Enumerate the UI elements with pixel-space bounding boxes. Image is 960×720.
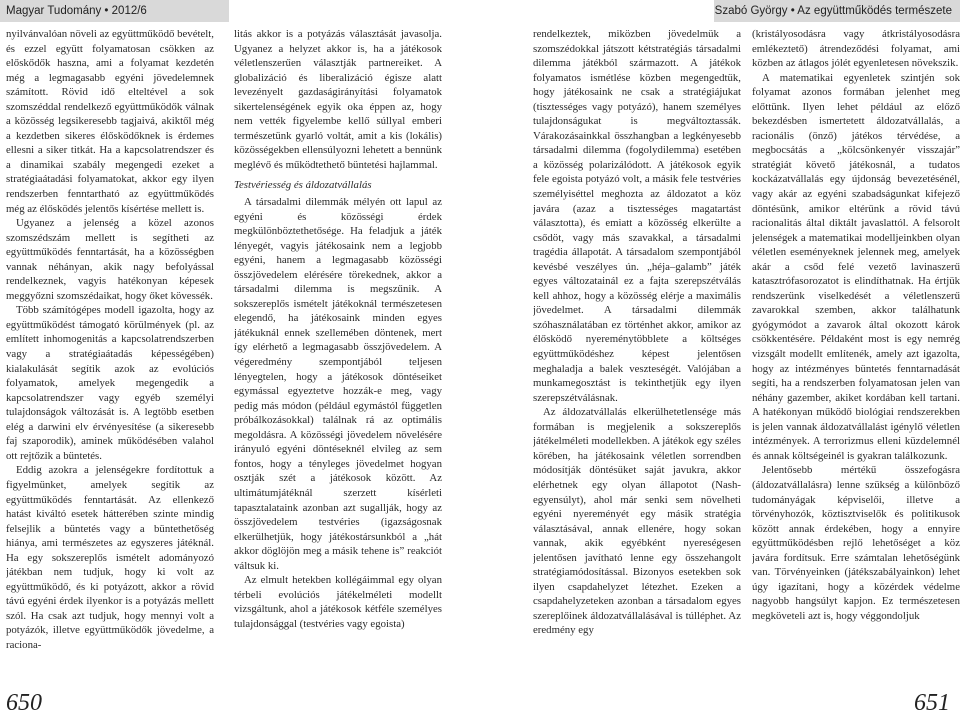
paragraph: Eddig azokra a jelenségekre fordítottuk a figyelmünket, amelyek segítik az együttműködés fenntartását. Az ellenkező hatást kiváltó esetek hátterében szinte mindig felsejlik a büntetés vagy a büntethetőség hiánya, ami természetes az egyszeres játéknál. Ha egy sokszereplős ismételt adományozó játékban nem tudjuk, hogy ki volt az együttműködő, és ki potyázott, akkor a rövid távú egyéni érdek ilyenkor is a potyázás mellett szól. Ha csak azt tudjuk, hogy mennyi volt a potyázók, illetve együttműködők jövedelme, a raciona- (6, 464, 214, 651)
left-column-2 (234, 27, 442, 682)
left-column-1 (6, 27, 214, 682)
right-page (480, 0, 960, 720)
paragraph: litás akkor is a potyázás választását javasolja. Ugyanez a helyzet akkor is, ha a játékosok véletlenszerűen választják partnereiket. A globalizáció és liberalizáció égisze alatt levezényelt gazdaságirányítási folyamatok sikertelenségének egyik oka éppen az, hogy nem vették figyelembe kellő súllyal emberi természetünk gyarló voltát, amit a kis (lokális) közösségekben ellensúlyozni lehetett a bennünk meglévő és működtethető büntetési hajlammal. (234, 28, 442, 171)
running-head-right: Szabó György • Az együttműködés természete (714, 0, 960, 22)
right-column-1 (533, 27, 741, 682)
paragraph: Több számítógépes modell igazolta, hogy az együttműködést támogató körülmények (pl. az említett inhomogenitás a kapcsolatrendszerben vagy a stratégiaátadás képességében) kialakulását segítik azok az evolúciós folyamatok, amelyek megengedik a kapcsolatrendszer vagy egyéb személyi tulajdonságok változását is. A legtöbb esetben elég a darwini elv érvényesítése (a sikeresebb faj szaporodik), aminek működésében valahol ott rejtőzik a büntetés. (6, 304, 214, 462)
section-heading: Testvériesség és áldozatvállalás (234, 179, 372, 192)
paragraph: A társadalmi dilemmák mélyén ott lapul az egyéni és közösségi érdek megkülönböztethetősége. Ha feladjuk a játék lényegét, vagyis játékosaink nem a legjobb egyéni, hanem a legmagasabb közösségi összjövedelem elérésére törekednek, akkor a társadalmi dilemma is megszűnik. A sokszereplős ismételt játékoknál természetesen elegendő, ha játékosaink minden egyes játékuknál ennek szellemében döntenek, mert így elérhető a legmagasabb összjövedelem. A végeredmény szempontjából teljesen lényegtelen, hogy a játékosok döntéseiket egymással egyeztetve hozzák-e meg, vagy pedig más módon (például egymástól független próbálkozásokkal) találnak rá az optimális megoldásra. A közösségi jövedelem növelésére irányuló egyéni döntéseknél elvileg az sem fontos, hogy a tényleges jövedelmet hogyan osztják szét a játékosok között. Az ultimátumjátéknál szerzett kísérleti tapasztalataink azonban azt sugallják, hogy az összjövedelem testvéries (igazságosnak elkerülhetjük, hogy játékostársunkból a „hát akkor döglöjön meg a másik tehene is” reakciót váltsuk ki. (234, 196, 442, 572)
paragraph: (kristályosodásra vagy átkristályosodásra emlékeztető) átrendeződési folyamat, ami közben az átlagos jólét egyenletesen növekszik. (752, 28, 960, 70)
paragraph: Ugyanez a jelenség a közel azonos szomszédszám mellett is segítheti az együttműködés fenntartását, ha a közösségben vannak néhányan, akik nagy befolyással rendelkeznek, vagyis hatékonyan képesek meggyőzni szomszédaikat, hogy őket kövessék. (6, 217, 214, 302)
right-column-2 (752, 27, 960, 682)
paragraph: Az elmult hetekben kollégáimmal egy olyan térbeli evolúciós játékelméleti modellt vizsgáltunk, ahol a játékosok kétféle személyes tulajdonsággal (testvéries vagy egoista) (234, 574, 442, 630)
page-number-left: 650 (6, 690, 42, 716)
page-number-right: 651 (914, 690, 950, 716)
running-head-left: Magyar Tudomány • 2012/6 (0, 0, 229, 22)
paragraph: A matematikai egyenletek szintjén sok folyamat azonos formában jelenhet meg előttünk. Ilyen lehet például az előző bekezdésben ismertetett áldozatvállalás, a racionális (önző) játékos térvédése, a megbocsátás a „kölcsönkenyér visszajár” stratégiát követő játékosnál, a tudatos kockázatvállalás egy újdonság bevezetésénél, vagy akár az egyéni szabadságunkat kifejező döntésünk, amikor eltérünk a rövid távú racionalitás által diktált javaslattól. A felsorolt jelenségek a matematikai modelljeinkben olyan véletlen eseményeknek jelennek meg, amelyek akár a csőd felé vezető lavinaszerű katasztrófasorozatot is elindíthatnak. Ha értjük rendszerünk viselkedését a véletlenszerű zavarokkal szemben, akkor találhatunk gyógymódot a zavarok által okozott károk csökkentésére. Példaként most is egy nemrég vizsgált modellt említenék, amely azt igazolta, hogy az intézményes büntetés fenntarnadását segíti, ha a rendszerben folyamatosan jelen van néhány gazember, akiket kordában kell tartani. A hatékonyan működő biológiai rendszerekben is jelen vannak áldozatvállalást igénylő véletlen intézmények. A terrorizmus elleni küzdelemnél és annak költségeinél is gyakran találkozunk. (752, 71, 960, 462)
paragraph: rendelkeztek, miközben jövedelmük a szomszédokkal játszott kétstratégiás társadalmi dilemma játékból származott. A játékok folyamatos ismétlése közben megengedtük, hogy játékosaink ne csak a stratégiájukat (tisztességes vagy potyázó), hanem személyes tulajdonságukat is megváltoztassák. Várakozásainkkal összhangban a legkényesebb társadalmi dilemma (fogolydilemma) esetében a közösség polarizálódott. A játékosok egyik fele egoista potyázó volt, a másik fele testvéries személyiséttel meghozta az áldozatot a köz javára (azaz a tisztességes magatartást választotta), és emiatt a közösség elkerülte a csődöt, vagy más szavakkal, a társadalmi tragédia állapotát. A társadalom szempontjából kevésbé veszélyes ún. „héja–galamb” játék egyes változatainál ez a fajta szerepszétválás kell ahhoz, hogy a közösség elérje a maximális jövedelmet. A társadalmi dilemmák szóhasználatában ez történhet akkor, amikor az élősködő nyereménytöbblete a költséges együttműködéshez képest jelentősen meghaladja a balek veszteségét. Valójában a munkamegosztást is tekinthetjük egy ilyen szerepszétválásnak. (533, 28, 741, 404)
paragraph: nyilvánvalóan növeli az együttműködő bevételt, és ezzel együtt folyamatosan csökken az előskődők haszna, ami a folyamat kezdetén még a legmagasabb egyéni jövedelemnek számított. Rövid idő elteltével a sok szomszéddal rendelkező együttműködők válnak a közösség legsikeresebb tagjaivá, akiktől még a kezdetben sikeres élősködőknek is érdemes ellesni a siker titkát. Ha a kapcsolatrendszer és a dinamikai szabály megengedi ezeket a stratégiaátadási folyamatokat, akkor egy ilyen rendszerben fenntartható az együttműködés még az élősködés jelentős kísértése mellett is. (6, 28, 214, 215)
paragraph: Az áldozatvállalás elkerülhetetlensége más formában is megjelenik a sokszereplős játékelméleti modellekben. A játékok egy széles körében, ha játékosaink véletlen sorrendben módosítják döntésüket saját javukra, akkor elérhetnek egy olyan állapotot (Nash-egyensúlyt), ahol már senki sem növelheti egyéni nyereményét egy másik stratégia választásával, annak ellenére, hogy sokan vannak, akik egyébként nyereségesen jelentősen javítható lenne egy összehangolt stratégiamódosítással. Bizonyos esetekben sok ilyen csapdahelyzet létezhet. Ezeken a csapdahelyzeteken azonban a társadalom egyes szereplőinek áldozatvállalásával is túlléphet. Az eredmény egy (533, 406, 741, 637)
paragraph: Jelentősebb mértékű összefogásra (áldozatvállalásra) lenne szükség a különböző tudományágak képviselői, illetve a törvényhozók, köztisztviselők és politikusok között annak érdekében, hogy a ennyire együttműködésben rejlő lehetőséget a köz javára fordítsuk. Erre számtalan lehetőségünk van. Törvényeinken (játékszabályainkon) lehet úgy igazítani, hogy a közérdek védelme nagyobb hangsúlyt kapjon. Ez természetesen megköveteli azt is, hogy véggondoljuk (752, 464, 960, 622)
